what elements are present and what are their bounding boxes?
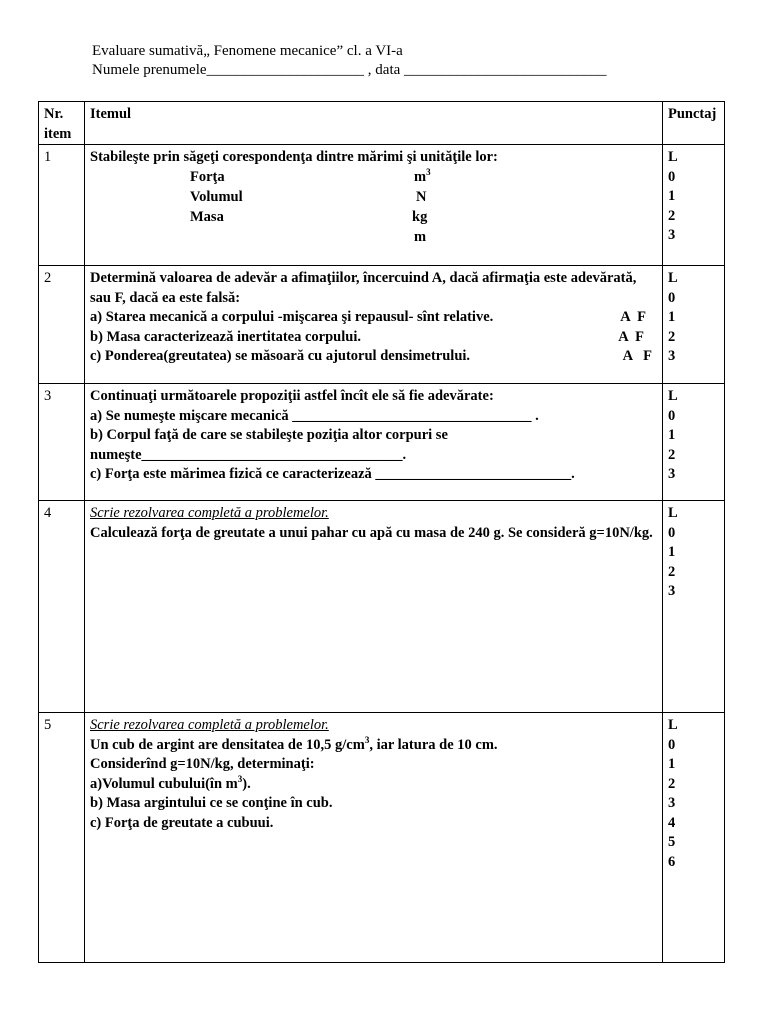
score-value: 1 xyxy=(668,427,676,443)
true-false-options: A F xyxy=(618,328,644,345)
table-header-row xyxy=(39,102,725,145)
evaluation-table xyxy=(38,101,725,963)
item-5-content xyxy=(85,713,663,963)
item-3-line: Continuaţi următoarele propoziţii astfel încît ele să fie adevărate: xyxy=(90,388,494,404)
problem-text: Calculează forţa de greutate a unui pahar cu apă cu masa de 240 g. Se consideră g=10N/kg. xyxy=(90,524,653,541)
score-value: 3 xyxy=(668,583,676,599)
header-nr-item: Nr. item xyxy=(39,102,85,145)
score-value: 0 xyxy=(668,524,676,541)
item-number: 5 xyxy=(39,713,85,963)
problem-line-2: Considerînd g=10N/kg, determinaţi: xyxy=(90,756,315,772)
score-value: 2 xyxy=(668,207,676,224)
score-value: 3 xyxy=(668,466,676,482)
statement-a xyxy=(90,308,658,328)
item-number: 2 xyxy=(39,266,85,384)
statement-c xyxy=(90,347,658,367)
name-date-line: Numele prenumele_____________________ , data ___________________________ xyxy=(92,62,607,78)
quantity-volumul: Volumul xyxy=(190,188,243,205)
table-row xyxy=(39,501,725,713)
table-row xyxy=(39,713,725,963)
score-value: 3 xyxy=(668,227,676,243)
statement-text: c) Ponderea(greutatea) se măsoară cu ajutorul densimetrului. xyxy=(90,348,471,364)
score-value: 2 xyxy=(668,328,676,345)
true-false-options: A F xyxy=(622,348,652,364)
unit-n: N xyxy=(416,188,427,205)
problem-line-3: a)Volumul cubului(în $m^3$). xyxy=(90,773,251,792)
item-2-intro: Determină valoarea de adevăr a afimaţiilor, încercuind A, dacă afirmaţia este adevărată, sau F, dacă ea este falsă: xyxy=(90,270,637,306)
correspondence-columns xyxy=(90,168,658,248)
problem-line-5: c) Forţa de greutate a cubuui. xyxy=(90,814,274,831)
score-value: 0 xyxy=(668,289,676,306)
unit-m: m xyxy=(414,228,427,245)
item-3-line: a) Se numeşte mişcare mecanică _________________________________ . xyxy=(90,407,539,424)
score-value: 2 xyxy=(668,563,676,580)
quantity-forta: Forţa xyxy=(190,168,225,185)
problem-line-4: b) Masa argintului ce se conţine în cub. xyxy=(90,795,333,811)
item-number: 4 xyxy=(39,501,85,713)
statement-text: a) Starea mecanică a corpului -mişcarea şi repausul- sînt relative. xyxy=(90,309,494,325)
table-row xyxy=(39,384,725,501)
document-header xyxy=(92,42,607,80)
unit-kg: kg xyxy=(412,208,428,225)
item-3-content xyxy=(85,384,663,501)
score-value: L xyxy=(668,505,678,521)
score-value: 1 xyxy=(668,188,676,204)
true-false-options: A F xyxy=(620,309,646,325)
unit-m3: $m^3$ xyxy=(414,166,431,185)
item-number: 1 xyxy=(39,145,85,266)
score-value: L xyxy=(668,717,678,733)
item-3-line: numeşte____________________________________. xyxy=(90,446,407,463)
score-value: 3 xyxy=(668,795,676,811)
item-2-content xyxy=(85,266,663,384)
header-item: Itemul xyxy=(85,102,663,145)
item-1-text: Stabileşte prin săgeţi corespondenţa dintre mărimi şi unităţile lor: xyxy=(90,149,498,165)
statement-b xyxy=(90,328,658,348)
score-value: 1 xyxy=(668,544,676,560)
score-value: L xyxy=(668,388,678,404)
score-value: 1 xyxy=(668,309,676,325)
score-value: 0 xyxy=(668,407,676,424)
instruction-text: Scrie rezolvarea completă a problemelor. xyxy=(90,717,329,733)
score-value: 0 xyxy=(668,736,676,753)
score-value: L xyxy=(668,270,678,286)
item-number: 3 xyxy=(39,384,85,501)
table-row xyxy=(39,145,725,266)
statement-text: b) Masa caracterizează inertitatea corpului. xyxy=(90,328,361,345)
header-score: Punctaj xyxy=(663,102,725,145)
item-3-score xyxy=(663,384,725,501)
problem-line-1: Un cub de argint are densitatea de 10,5 $g/cm^3$, iar latura de 10 cm. xyxy=(90,734,498,753)
score-value: 6 xyxy=(668,853,676,870)
score-value: 4 xyxy=(668,814,676,831)
item-4-content xyxy=(85,501,663,713)
table-row xyxy=(39,266,725,384)
score-value: 2 xyxy=(668,446,676,463)
quantity-masa: Masa xyxy=(190,208,224,225)
item-5-score xyxy=(663,713,725,963)
score-value: 1 xyxy=(668,756,676,772)
test-title: Evaluare sumativă„ Fenomene mecanice” cl. a VI-a xyxy=(92,43,403,59)
item-4-score xyxy=(663,501,725,713)
score-value: 0 xyxy=(668,168,676,185)
score-value: L xyxy=(668,149,678,165)
score-value: 2 xyxy=(668,775,676,792)
item-3-line: c) Forţa este mărimea fizică ce caracterizează ___________________________. xyxy=(90,466,575,482)
instruction-text: Scrie rezolvarea completă a problemelor. xyxy=(90,505,329,521)
item-2-score xyxy=(663,266,725,384)
score-value: 3 xyxy=(668,348,676,364)
item-1-content xyxy=(85,145,663,266)
item-1-score xyxy=(663,145,725,266)
score-value: 5 xyxy=(668,834,676,850)
item-3-line: b) Corpul faţă de care se stabileşte poziţia altor corpuri se xyxy=(90,427,448,443)
